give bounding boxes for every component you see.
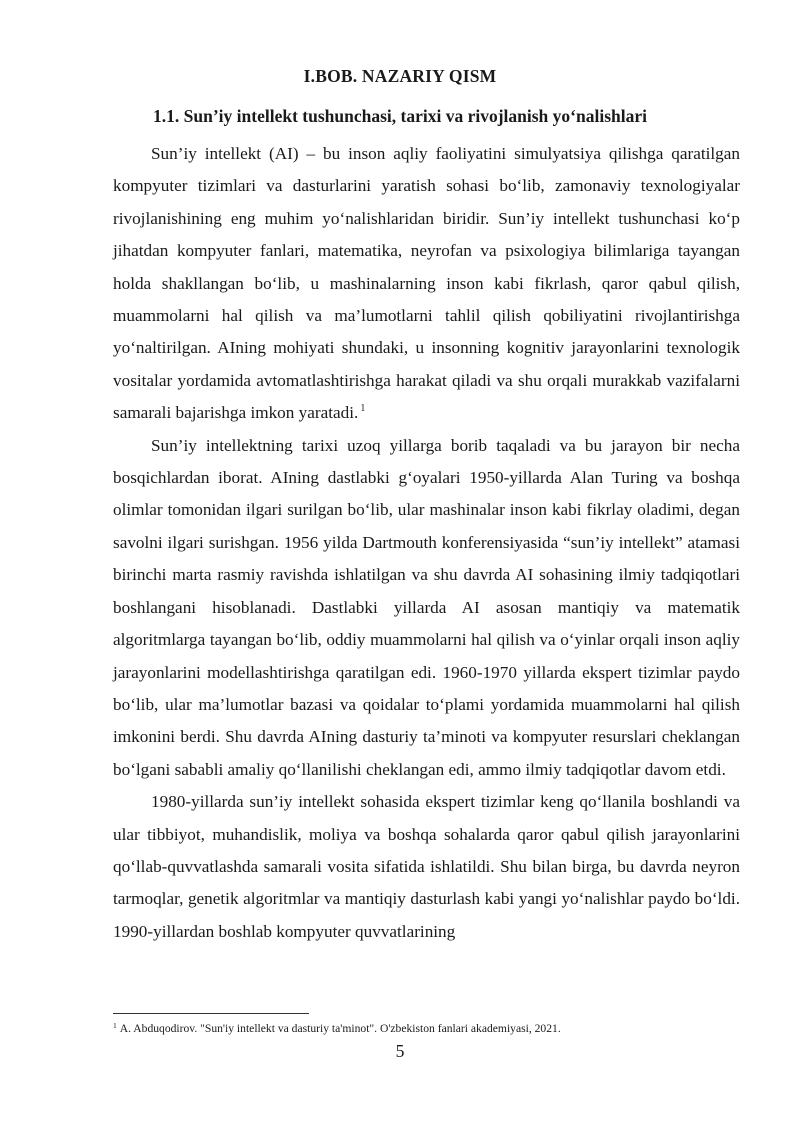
page-number: 5 [395, 1041, 405, 1061]
paragraph-1 [113, 138, 740, 430]
footnote-marker: 1 [113, 1021, 117, 1030]
paragraph-2: Sun’iy intellektning tarixi uzoq yillarga borib taqaladi va bu jarayon bir necha bosqichlardan iborat. AIning dastlabki g‘oyalari 1950-yillarda Alan Turing va boshqa olimlar tomonidan ilgari surilgan bo‘lib, ular mashinalar inson kabi fikrlay oladimi, degan savolni ilgari surishgan. 1956 yilda Dartmouth konferensiyasida “sun’iy intellekt” atamasi birinchi marta rasmiy ravishda ishlatilgan va shu davrda AI sohasining ilmiy tadqiqotlari boshlangani hisoblanadi. Dastlabki yillarda AI asosan mantiqiy va matematik algoritmlarga tayangan bo‘lib, oddiy muammolarni hal qilish va o‘yinlar orqali inson aqliy jarayonlarini modellashtirishga qaratilgan edi. 1960-1970 yillarda ekspert tizimlar paydo bo‘lib, ular ma’lumotlar bazasi va qoidalar to‘plami yordamida muammolarni hal qilish imkonini berdi. Shu davrda AIning dasturiy ta’minoti va kompyuter resurslari cheklangan bo‘lgani sababli amaliy qo‘llanilishi cheklangan edi, ammo ilmiy tadqiqotlar davom etdi. [113, 435, 740, 779]
paragraph-3: 1980-yillarda sun’iy intellekt sohasida ekspert tizimlar keng qo‘llanila boshlandi va ular tibbiyot, muhandislik, moliya va boshqa sohalarda qaror qabul qilish jarayonlarini qo‘llab-quvvatlashda samarali vosita sifatida ishlatildi. Shu bilan birga, bu davrda neyron tarmoqlar, genetik algoritmlar va mantiqiy dasturlash kabi yangi yo‘nalishlar paydo bo‘ldi. 1990-yillardan boshlab kompyuter quvvatlarining [113, 792, 740, 941]
chapter-title: I.BOB. NAZARIY QISM [303, 66, 497, 86]
section-title: 1.1. Sun’iy intellekt tushunchasi, tarixi va rivojlanish yo‘nalishlari [153, 106, 647, 126]
footnote [113, 1022, 753, 1036]
body-text [113, 138, 740, 948]
footnote-text: A. Abduqodirov. "Sun'iy intellekt va dasturiy ta'minot". O'zbekiston fanlari akademiyasi, 2021. [119, 1022, 561, 1035]
paragraph-1-text: Sun’iy intellekt (AI) – bu inson aqliy faoliyatini simulyatsiya qilishga qaratilgan kompyuter tizimlari va dasturlarini yaratish sohasi bo‘lib, zamonaviy texnologiyalar rivojlanishining eng muhim yo‘nalishlaridan biridir. Sun’iy intellekt tushunchasi ko‘p jihatdan kompyuter fanlari, matematika, neyrofan va psixologiya bilimlariga tayangan holda shakllangan bo‘lib, u mashinalarning inson kabi fikrlash, qaror qabul qilish, muammolarni hal qilish va ma’lumotlarni tahlil qilish qobiliyatini rivojlantirishga yo‘naltirilgan. AIning mohiyati shundaki, u insonning kognitiv jarayonlarini texnologik vositalar yordamida avtomatlashtirishga harakat qiladi va shu orqali murakkab vazifalarni samarali bajarishga imkon yaratadi. [113, 144, 740, 423]
footnote-separator [113, 1013, 309, 1014]
footnote-reference[interactable]: 1 [360, 403, 366, 415]
